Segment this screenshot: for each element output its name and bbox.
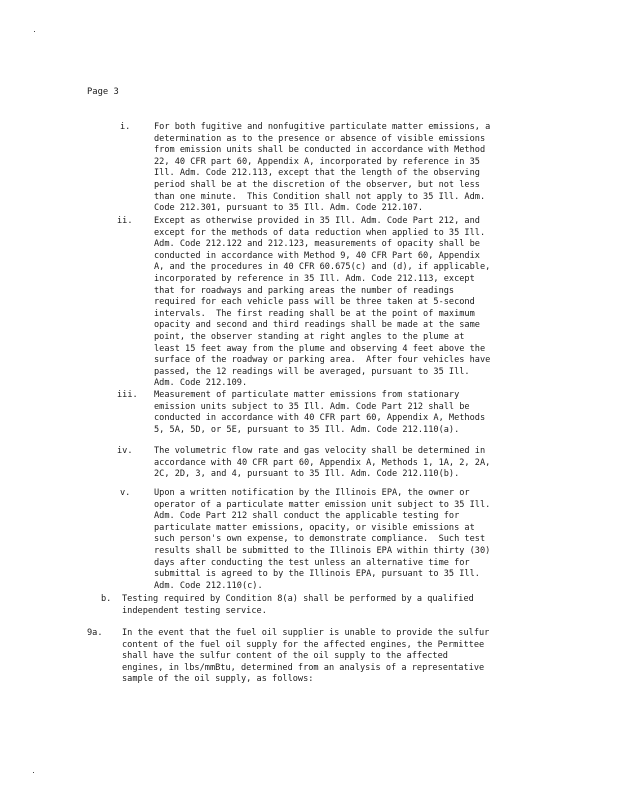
text-line: surface of the roadway or parking area. After four vehicles have	[154, 355, 491, 366]
text-line: passed, the 12 readings will be averaged, pursuant to 35 Ill.	[154, 366, 470, 377]
text-line: Measurement of particulate matter emissions from stationary	[154, 390, 460, 400]
text-line: required for each vehicle pass will be three taken at 5-second	[154, 297, 475, 308]
text-line: In the event that the fuel oil supplier is unable to provide the sulfur	[122, 628, 490, 638]
text-line: Upon a written notification by the Illinois EPA, the owner or	[154, 488, 470, 498]
text-line: Adm. Code Part 212 shall conduct the applicable testing for	[154, 511, 460, 522]
text-line: 2C, 2D, 3, and 4, pursuant to 35 Ill. Adm. Code 212.110(b).	[154, 469, 460, 480]
text-line: least 15 feet away from the plume and observing 4 feet above the	[154, 343, 486, 354]
text-line: Code 212.301, pursuant to 35 Ill. Adm. Code 212.107.	[154, 203, 424, 214]
text-line: particulate matter emissions, opacity, or visible emissions at	[154, 522, 475, 533]
item-number-v: v.	[120, 488, 131, 498]
item-iii-text	[154, 390, 485, 436]
text-line: Adm. Code 212.122 and 212.123, measurements of opacity shall be	[154, 239, 480, 250]
text-line: A, and the procedures in 40 CFR 60.675(c) and (d), if applicable,	[154, 262, 491, 273]
text-line: Adm. Code 212.109.	[154, 378, 248, 389]
text-line: results shall be submitted to the Illinois EPA within thirty (30)	[154, 545, 491, 556]
text-line: incorporated by reference in 35 Ill. Adm. Code 212.113, except	[154, 273, 475, 284]
text-line: 22, 40 CFR part 60, Appendix A, incorporated by reference in 35	[154, 156, 480, 167]
item-number-iii: iii.	[117, 390, 138, 400]
text-line: Except as otherwise provided in 35 Ill. Adm. Code Part 212, and	[154, 216, 480, 226]
text-line: sample of the oil supply, as follows:	[122, 674, 314, 685]
page-header: Page 3	[87, 87, 119, 97]
text-line: emission units subject to 35 Ill. Adm. Code Part 212 shall be	[154, 401, 470, 412]
item-i-text	[154, 122, 490, 215]
item-number-i: i.	[120, 122, 131, 132]
text-line: The volumetric flow rate and gas velocity shall be determined in	[154, 446, 486, 456]
text-line: that for roadways and parking areas the number of readings	[154, 285, 455, 296]
text-line: Ill. Adm. Code 212.113, except that the length of the observing	[154, 168, 480, 179]
item-number-iv: iv.	[117, 446, 133, 456]
text-line: 5, 5A, 5D, or 5E, pursuant to 35 Ill. Adm. Code 212.110(a).	[154, 424, 460, 435]
text-line: submittal is agreed to by the Illinois EPA, pursuant to 35 Ill.	[154, 569, 480, 580]
text-line: Testing required by Condition 8(a) shall be performed by a qualified	[122, 594, 474, 604]
text-line: point, the observer standing at right angles to the plume at	[154, 331, 465, 342]
text-line: than one minute. This Condition shall not apply to 35 Ill. Adm.	[154, 191, 486, 202]
item-iv-text	[154, 446, 490, 481]
text-line: conducted in accordance with Method 9, 40 CFR Part 60, Appendix	[154, 250, 480, 261]
text-line: conducted in accordance with 40 CFR part 60, Appendix A, Methods	[154, 413, 486, 424]
paragraph-9a-text	[122, 628, 489, 686]
item-number-ii: ii.	[117, 216, 133, 226]
text-line: shall have the sulfur content of the oil supply to the affected	[122, 651, 448, 662]
paragraph-number-9a: 9a.	[87, 628, 103, 638]
scan-speck	[34, 31, 35, 32]
text-line: Adm. Code 212.110(c).	[154, 580, 263, 591]
text-line: from emission units shall be conducted in accordance with Method	[154, 145, 486, 156]
text-line: determination as to the presence or absence of visible emissions	[154, 133, 486, 144]
text-line: independent testing service.	[122, 605, 267, 616]
scan-speck	[33, 772, 34, 773]
text-line: accordance with 40 CFR part 60, Appendix A, Methods 1, 1A, 2, 2A,	[154, 457, 491, 468]
text-line: days after conducting the test unless an alternative time for	[154, 557, 470, 568]
text-line: engines, in lbs/mmBtu, determined from an analysis of a representative	[122, 662, 485, 673]
text-line: For both fugitive and nonfugitive particulate matter emissions, a	[154, 122, 491, 132]
text-line: operator of a particulate matter emission unit subject to 35 Ill.	[154, 499, 491, 510]
item-v-text	[154, 488, 490, 592]
paragraph-number-b: b.	[101, 594, 112, 604]
text-line: content of the fuel oil supply for the affected engines, the Permittee	[122, 639, 485, 650]
text-line: intervals. The first reading shall be at the point of maximum	[154, 308, 475, 319]
paragraph-b-text	[122, 594, 474, 617]
text-line: such person's own expense, to demonstrate compliance. Such test	[154, 534, 486, 545]
text-line: opacity and second and third readings shall be made at the same	[154, 320, 480, 331]
text-line: except for the methods of data reduction when applied to 35 Ill.	[154, 227, 486, 238]
text-line: period shall be at the discretion of the observer, but not less	[154, 179, 480, 190]
item-ii-text	[154, 216, 490, 390]
